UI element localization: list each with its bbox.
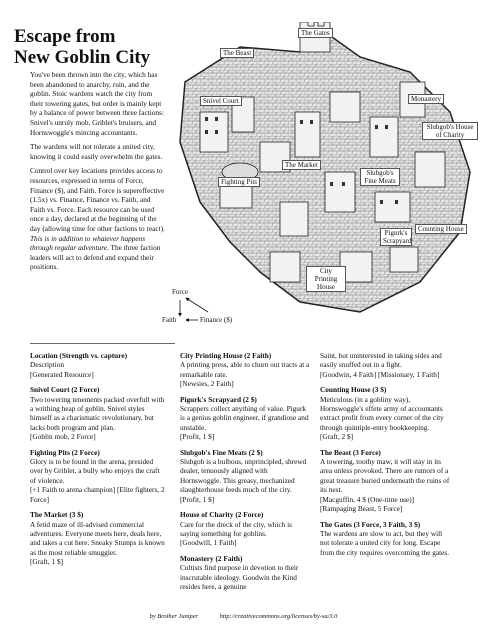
- location-entry: [320, 520, 450, 558]
- locations-column-1: [30, 351, 165, 573]
- entry-head: Pigurk's Scrapyard (2 $): [180, 394, 257, 404]
- intro-rules-text: Control over key locations provides access to resources, expressed in terms of Force, Finance ($), and Faith. Force is supereffective (1.5x) vs. Finance, Finance vs. Faith, and Faith vs. Force. Each resource can be used once a day, declared at the beginning of the day (allowing time for other factions to react).: [30, 166, 165, 233]
- city-map: [160, 22, 478, 322]
- location-entry: [180, 351, 310, 389]
- entry-body: Scrappers collect anything of value. Pigurk is a genius goblin engineer, if grandiose and unstable.: [180, 404, 309, 432]
- entry-head: Fighting Pits (2 Force): [30, 447, 100, 457]
- entry-head: The Market (3 $): [30, 510, 84, 520]
- location-entry: [180, 510, 310, 548]
- entry-head: Monastery (2 Faith): [180, 553, 243, 563]
- compass-finance: Finance ($): [200, 316, 233, 324]
- location-entry: [180, 448, 310, 504]
- entry-head: Snivel Court (2 Force): [30, 385, 100, 395]
- title-line-2: New Goblin City: [14, 47, 151, 68]
- entry-head: The Gates (3 Force, 3 Faith, 3 $): [320, 519, 421, 529]
- entry-body: Care for the dreck of the city, which is saying something for goblins.: [180, 519, 292, 538]
- entry-body: A fetid maze of ill-advised commercial adventures. Everyone meets here, deals here, and takes a cut here. Sneaky Stumps is known as the most reliable smuggler.: [30, 519, 165, 557]
- locations-column-3: [320, 351, 450, 563]
- entry-head: House of Charity (2 Force): [180, 510, 264, 520]
- map-label-counting-house: Counting House: [415, 224, 467, 234]
- entry-body: Glory is to be found in the arena, presided over by Griblet, a bully who enjoys the craft of violence.: [30, 457, 160, 485]
- entry-resource: [Macguffin, 4 $ (One-time use)] [Rampaging Beast, 5 Force]: [320, 494, 415, 514]
- map-label-house-of-charity: Slubgob's House of Charity: [422, 122, 478, 140]
- entry-resource: [Profit, 1 $]: [180, 494, 215, 504]
- legend-head: Location (Strength vs. capture): [30, 351, 128, 360]
- intro-paragraph: You've been thrown into the city, which has been abandoned to anarchy, ruin, and the goblin. Stoic wardens watch the city from their towering gates, but order is mainly kept by a balance of power between three factions: Snivel's unruly mob, Griblet's bruisers, and Hornswoggle's mincing accountants.: [30, 70, 164, 137]
- location-entry: [30, 510, 165, 566]
- intro-paragraph: The wardens will not tolerate a united city, knowing it could easily overwhelm the gates.: [30, 142, 163, 161]
- entry-resource: [+1 Faith to arena champion] [Elite fighters, 2 Force]: [30, 485, 165, 504]
- page-title: [14, 26, 174, 68]
- intro-italic-note: This is in addition to whatever happens through regular adventure.: [30, 233, 146, 253]
- legend-resource: [Generated Resource]: [30, 369, 94, 379]
- entry-head: Slubgob's Fine Meats (2 $): [180, 447, 263, 457]
- footer-author: by Brother Juniper: [149, 613, 199, 620]
- entry-head: Counting House (3 $): [320, 385, 387, 395]
- page-footer: [0, 613, 487, 620]
- entry-body: A towering, toothy maw, it will stay in its area unless provoked. There are rumors of a great treasure buried underneath the ruins of its nest.: [320, 457, 450, 495]
- entry-body: Saint, but uninterested in taking sides and easily snuffed out in a fight.: [320, 351, 442, 370]
- entry-resource: [Graft, 1 $]: [30, 557, 64, 567]
- resource-compass: [160, 282, 250, 332]
- footer-license-link[interactable]: http://creativecommons.org/licenses/by-sa/3.0: [219, 613, 338, 620]
- entry-body: Meticulous (in a gobliny way), Hornswoggle's effete army of accountants extract profit from every corner of the city through quintiple-entry bookkeeping.: [320, 394, 444, 432]
- map-label-beast: The Beast: [220, 48, 254, 58]
- map-label-market: The Market: [282, 160, 321, 170]
- location-entry: [30, 448, 165, 504]
- legend-entry: [30, 351, 165, 379]
- title-line-1: Escape from: [14, 26, 116, 47]
- entry-resource: [Graft, 2 $]: [320, 432, 354, 442]
- section-divider: [30, 343, 175, 344]
- entry-body: Two towering tenements packed overfull with a writhing heap of goblin. Snivel styles himself as a charismatic revolutionary, but lacks both program and plan.: [30, 394, 165, 432]
- entry-resource: [Goodwill, 1 Faith]: [180, 538, 237, 548]
- entry-resource: [Profit, 1 $]: [180, 432, 215, 442]
- location-entry: [180, 395, 310, 442]
- entry-body: The wardens are slow to act, but they will not tolerate a united city for long. Escape from the city requires overcoming the gates.: [320, 528, 450, 557]
- locations-column-2: [180, 351, 310, 597]
- location-entry: [320, 448, 450, 514]
- location-entry: [320, 351, 450, 379]
- entry-resource: [Newsies, 2 Faith]: [180, 379, 234, 389]
- location-entry: [320, 385, 450, 441]
- map-label-fine-meats: Slubgob's Fine Meats: [360, 168, 400, 186]
- legend-description: Description: [30, 360, 65, 370]
- map-label-snivel-court: Snivel Court: [200, 96, 242, 106]
- compass-force: Force: [172, 288, 188, 296]
- map-label-gates: The Gates: [298, 28, 333, 38]
- map-label-monastery: Monastery: [408, 94, 444, 104]
- entry-head: City Printing House (2 Faith): [180, 351, 272, 360]
- intro-rules-end: The three faction leaders will act to defend and expand their positions.: [30, 243, 161, 272]
- map-label-printing-house: City Printing House: [306, 266, 346, 292]
- intro-text: [30, 70, 165, 277]
- entry-body: Slubgob is a bulbous, unprincipled, shrewd dealer, tenuously aligned with Hornswoggle. This greasy, mechanized slaughterhouse feeds much of the city.: [180, 457, 307, 495]
- entry-head: The Beast (3 Force): [320, 447, 381, 457]
- map-label-scrapyard: Pigurk's Scrapyard: [380, 228, 412, 246]
- location-entry: [180, 554, 310, 592]
- intro-paragraph: [30, 166, 165, 272]
- entry-resource: [Goodwin, 4 Faith] [Missionary, 1 Faith]: [320, 369, 440, 379]
- entry-body: A printing press, able to churn out tracts at a remarkable rate.: [180, 360, 310, 379]
- location-entry: [30, 385, 165, 441]
- entry-body: Cultists find purpose in devotion to their inscrutable ideology. Goodwin the Kind resides here, a genuine: [180, 563, 299, 591]
- entry-resource: [Goblin mob, 2 Force]: [30, 432, 96, 442]
- map-label-fighting-pits: Fighting Pits: [218, 177, 260, 187]
- compass-faith: Faith: [162, 316, 177, 324]
